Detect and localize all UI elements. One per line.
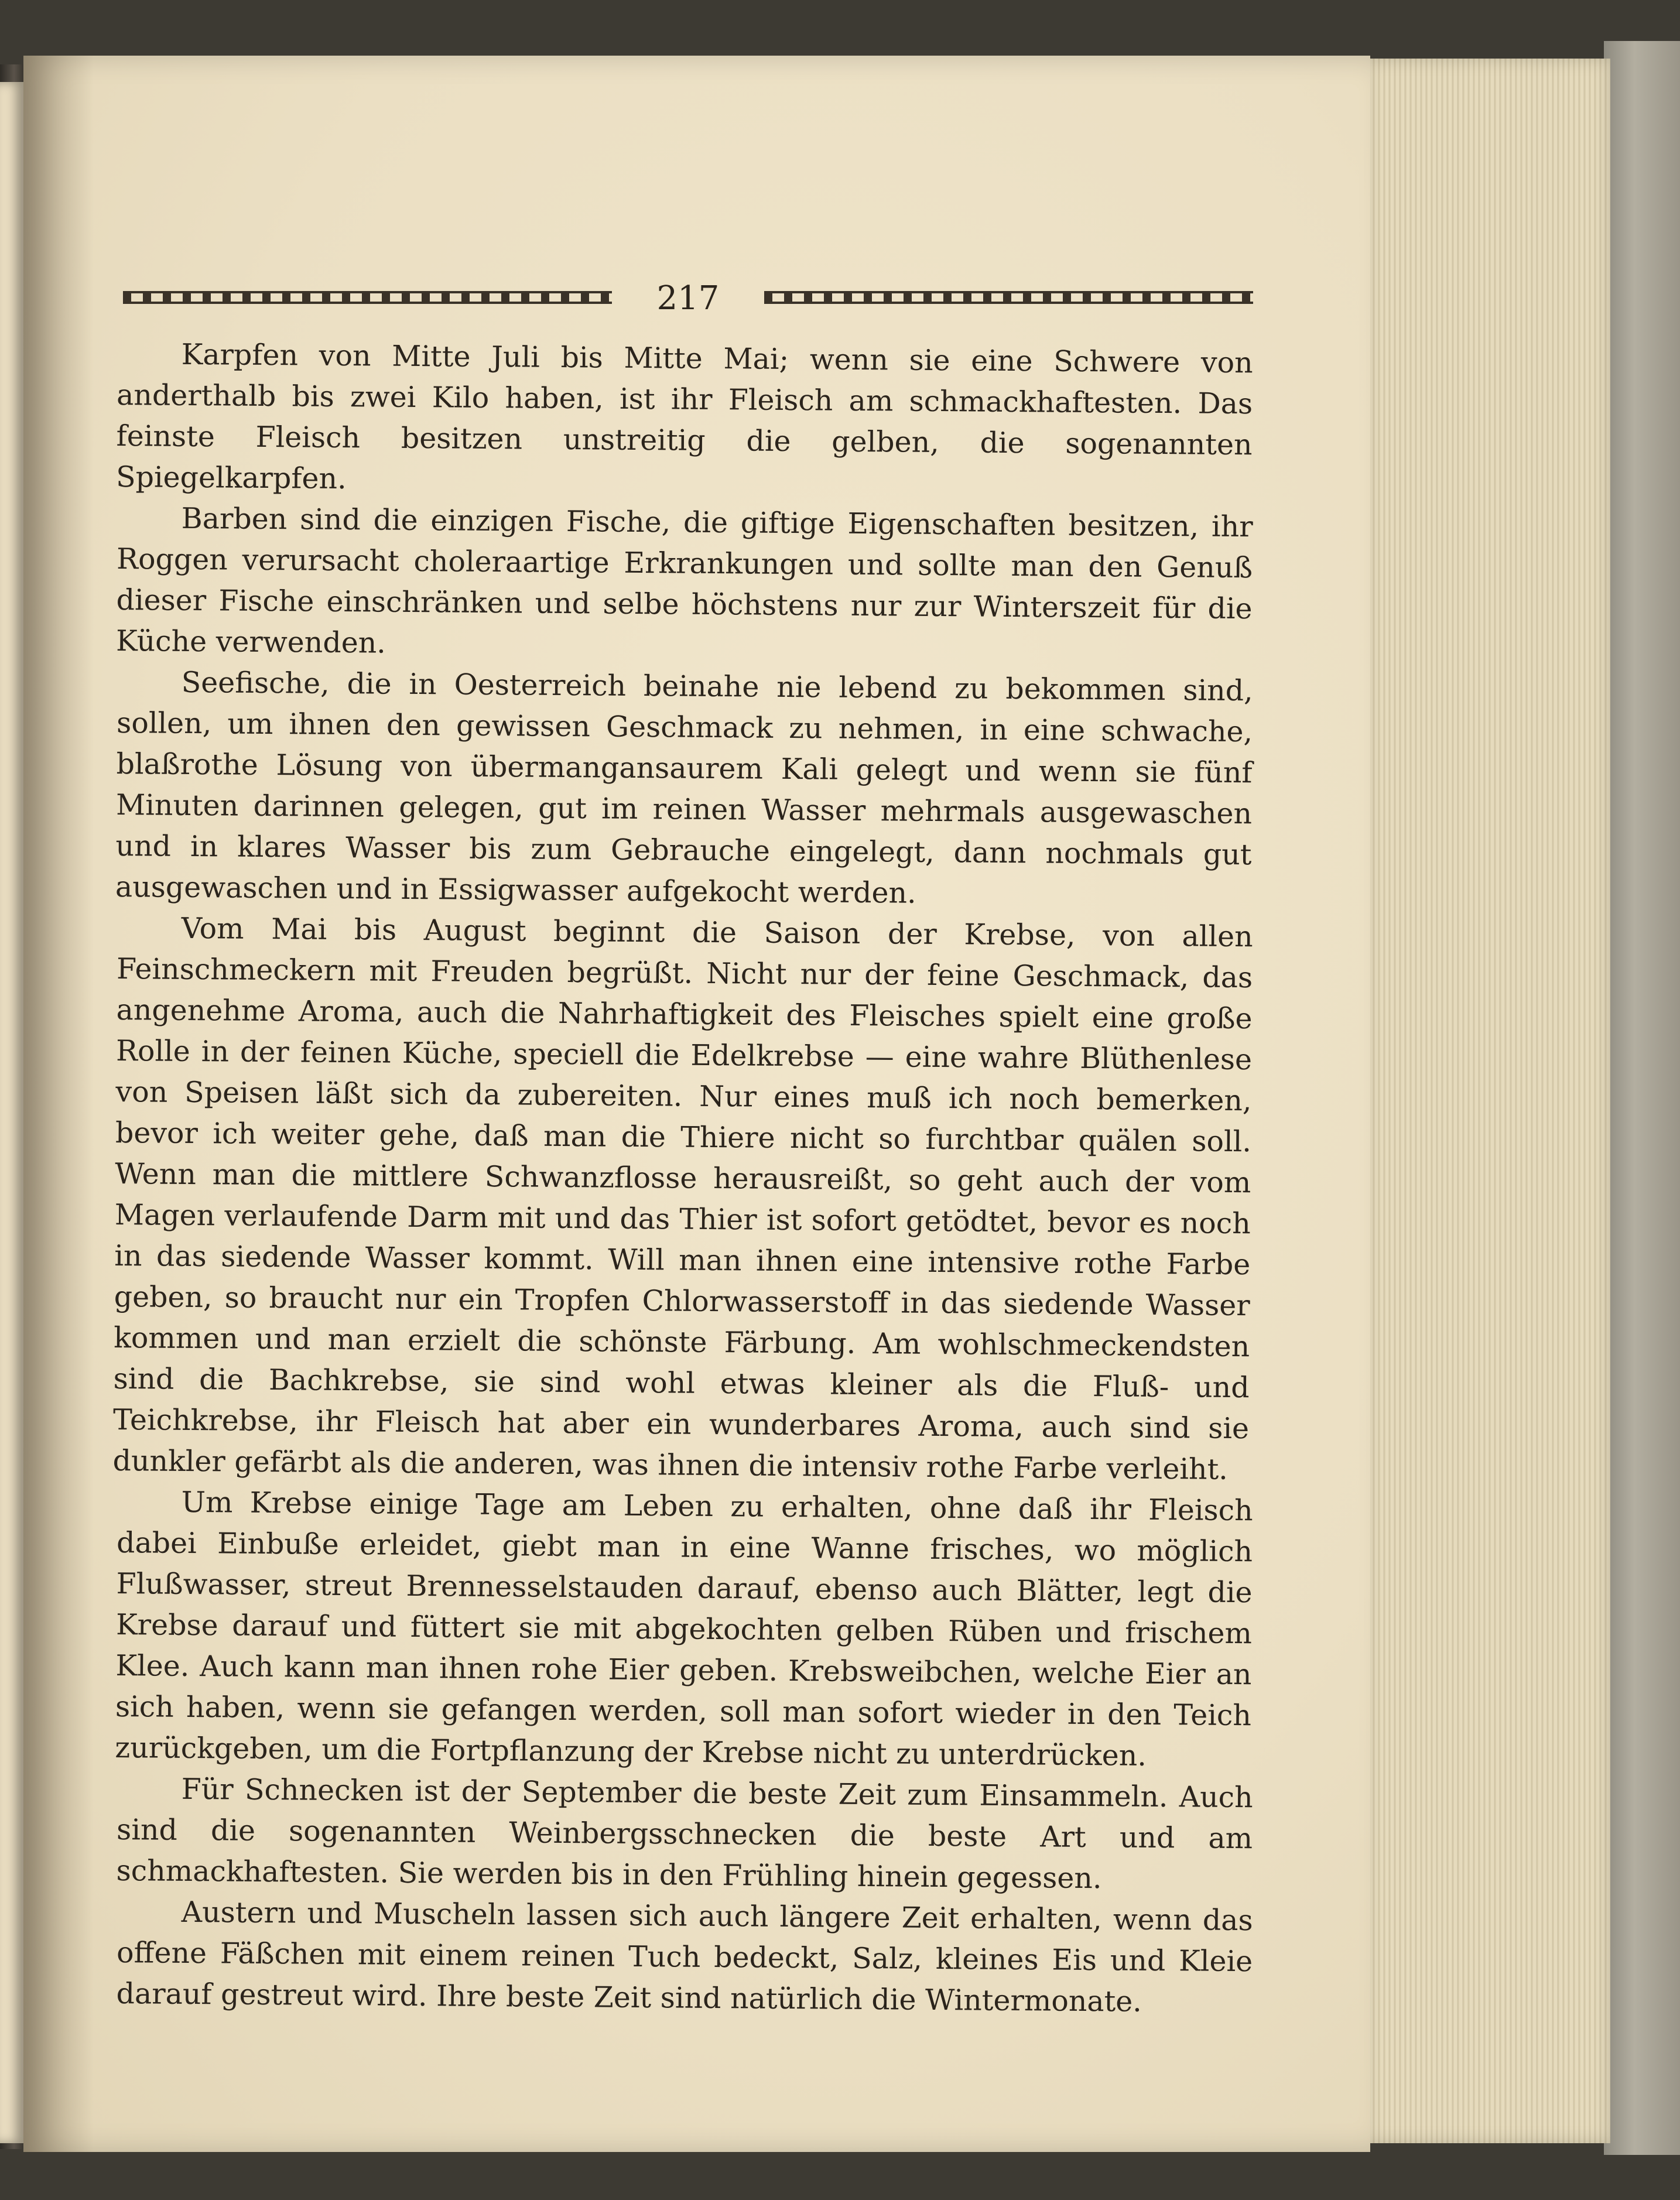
previous-page-edge: [0, 82, 23, 2143]
paragraph-karpfen: Karpfen von Mitte Juli bis Mitte Mai; wenn sie eine Schwere von anderthalb bis zwei Kilo haben, ist ihr Fleisch am schmackhaftesten. Das feinste Fleisch besitzen unstreitig die gelben, die sogenannten Spiegelkarpfen.: [115, 337, 1253, 496]
page-block-edges: [1364, 59, 1610, 2143]
paragraph-barben: Barben sind die einzigen Fische, die giftige Eigenschaften besitzen, ihr Roggen verursacht choleraartige Erkrankungen und sollte man den Genuß dieser Fische einschränken und selbe höchstens nur zur Winterszeit für die Küche verwenden.: [115, 501, 1253, 660]
paragraph-krebse: Vom Mai bis August beginnt die Saison der Krebse, von allen Feinschmeckern mit Freuden begrüßt. Nicht nur der feine Geschmack, das angenehme Aroma, auch die Nahrhaftigkeit des Fleisches spielt eine große Rolle in der feinen Küche, speciell die Edelkrebse — eine wahre Blüthenlese von Speisen läßt sich da zubereiten. Nur eines muß ich noch bemerken, bevor ich weiter gehe, daß man die Thiere nicht so furchtbar quälen soll. Wenn man die mittlere Schwanzflosse herausreißt, so geht auch der vom Magen verlaufende Darm mit und das Thier ist sofort getödtet, bevor es noch in das siedende Wasser kommt. Will man ihnen eine intensive rothe Farbe geben, so braucht nur ein Tropfen Chlorwasserstoff in das siedende Wasser kommen und man erzielt die schönste Färbung. Am wohlschmeckendsten sind die Bachkrebse, sie sind wohl etwas kleiner als die Fluß- und Teichkrebse, ihr Fleisch hat aber ein wunderbares Aroma, auch sind sie dunkler gefärbt als die anderen, was ihnen die intensiv rothe Farbe verleiht.: [112, 911, 1253, 1486]
paragraph-schnecken: Für Schnecken ist der September die beste Zeit zum Einsammeln. Auch sind die sogenannten Weinbergsschnecken die beste Art und am schmackhaftesten. Sie werden bis in den Frühling hinein gegessen.: [116, 1772, 1253, 1896]
page-body: [112, 334, 1253, 2018]
paragraph-austern: Austern und Muscheln lassen sich auch längere Zeit erhalten, wenn das offene Fäßchen mit einem reinen Tuch bedeckt, Salz, kleines Eis und Kleie darauf gestreut wird. Ihre beste Zeit sind natürlich die Wintermonate.: [116, 1895, 1253, 2018]
paragraph-seefische: Seefische, die in Oesterreich beinahe nie lebend zu bekommen sind, sollen, um ihnen den gewissen Geschmack zu nehmen, in eine schwache, blaßrothe Lösung von übermangansaurem Kali gelegt und wenn sie fünf Minuten darinnen gelegen, gut im reinen Wasser mehrmals ausgewaschen und in klares Wasser bis zum Gebrauche eingelegt, dann nochmals gut ausgewaschen und in Essigwasser aufgekocht werden.: [115, 665, 1253, 910]
page-number: 217: [656, 279, 720, 317]
page-header: [123, 278, 1253, 319]
book-page: [23, 56, 1370, 2152]
header-ornament-right: [764, 291, 1253, 304]
paragraph-krebse-erhalten: Um Krebse einige Tage am Leben zu erhalten, ohne daß ihr Fleisch dabei Einbuße erleidet, giebt man in eine Wanne frisches, wo möglich Flußwasser, streut Brennesselstauden darauf, ebenso auch Blätter, legt die Krebse darauf und füttert sie mit abgekochten gelben Rüben und frischem Klee. Auch kann man ihnen rohe Eier geben. Krebsweibchen, welche Eier an sich haben, wenn sie gefangen werden, soll man sofort wieder in den Teich zurückgeben, um die Fortpflanzung der Krebse nicht zu unterdrücken.: [115, 1485, 1253, 1773]
book-cover-edge: [1604, 41, 1680, 2155]
